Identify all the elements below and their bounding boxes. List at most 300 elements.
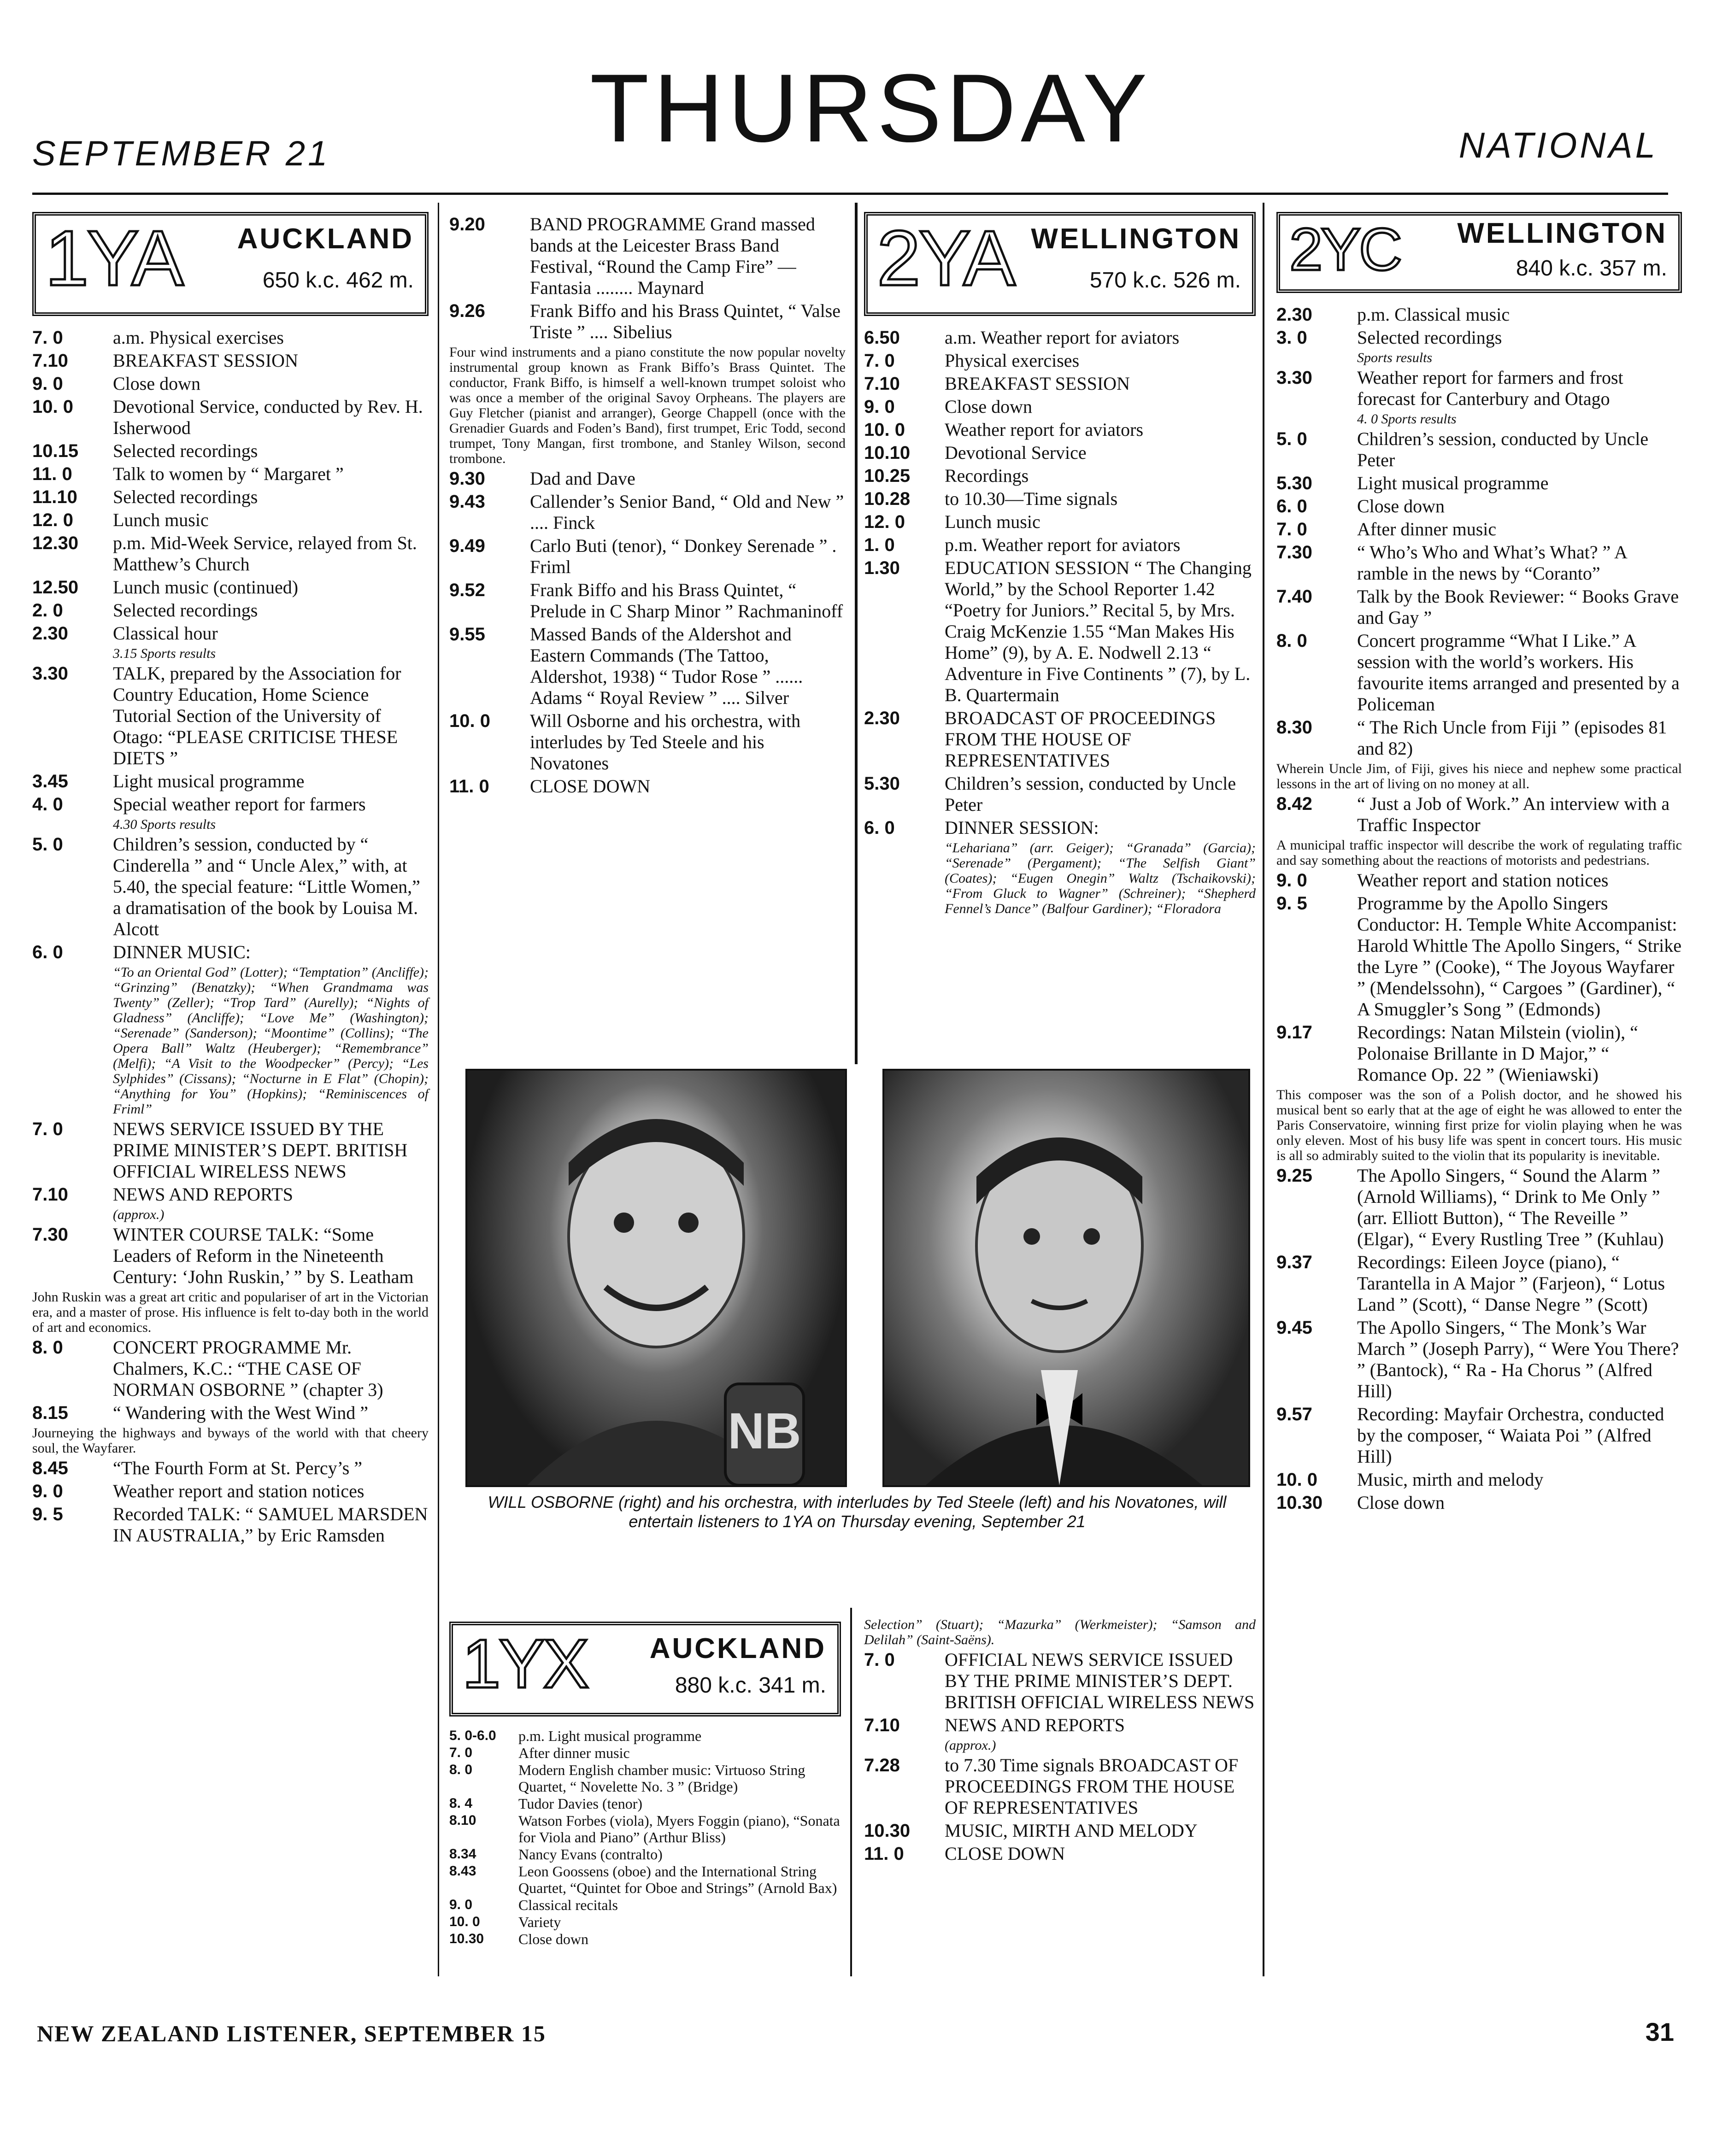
entry-time: 12. 0 [32, 510, 73, 530]
schedule-entry [864, 534, 1256, 556]
entry-text: Programme by the Apollo Singers Conductor: H. Temple White Accompanist: Harold Whittle The Apollo Singers, “ Strike the Lyre ” (Cooke), “ The Joyous Wayfarer ” (Mendelssohn), “ Cargoes ” (Gardiner), “ A Smuggler’s Song ” (Edmonds) [1357, 893, 1681, 1019]
schedule-entry [864, 1843, 1256, 1864]
entry-time: 2.30 [32, 623, 68, 644]
entry-body [1357, 870, 1682, 891]
entry-body [530, 710, 846, 774]
entry-body [1357, 519, 1682, 540]
entry-body [1357, 542, 1682, 584]
schedule-entry [32, 373, 429, 394]
schedule-entry [864, 773, 1256, 815]
entry-text: Close down [1357, 496, 1445, 516]
entry-time: 9.55 [449, 624, 485, 644]
schedule-entry [864, 817, 1256, 838]
entry-time: 8. 0 [32, 1337, 63, 1358]
entry-body [113, 1458, 429, 1479]
entry-time: 2.30 [864, 708, 900, 728]
entry-body [945, 557, 1256, 706]
entry-time: 11. 0 [32, 464, 72, 484]
entry-text: NEWS AND REPORTS [113, 1184, 293, 1205]
entry-time: 3.30 [1276, 368, 1312, 388]
entry-text: Callender’s Senior Band, “ Old and New ” .... Finck [530, 491, 844, 533]
entry-body [113, 440, 429, 462]
entry-body [1357, 630, 1682, 715]
entry-body [945, 708, 1256, 771]
entry-body [113, 1402, 429, 1424]
schedule-entry [449, 468, 846, 489]
entry-text: After dinner music [518, 1745, 630, 1761]
entry-text: Massed Bands of the Aldershot and Eastern Commands (The Tattoo, Aldershot, 1938) “ Tudor Rose ” ...... Adams “ Royal Review ” .... Silver [530, 624, 803, 708]
station-2yc-column [1276, 212, 1682, 1515]
entry-body [113, 1184, 429, 1205]
entry-text: Close down [113, 373, 200, 394]
schedule-entry [32, 350, 429, 371]
entry-body [1357, 1404, 1682, 1467]
entry-time: 10. 0 [32, 397, 73, 417]
entry-time: 10.30 [1276, 1493, 1323, 1513]
schedule-entry [864, 1820, 1256, 1841]
entry-text: Weather report and station notices [113, 1481, 364, 1501]
footer-publication: NEW ZEALAND LISTENER, SEPTEMBER 15 [37, 2021, 546, 2046]
entry-body [1357, 793, 1682, 836]
entry-body [518, 1795, 841, 1812]
entry-text: Carlo Buti (tenor), “ Donkey Serenade ” . Friml [530, 535, 837, 577]
entry-text: Talk by the Book Reviewer: “ Books Grave and Gay ” [1357, 586, 1679, 628]
entry-time: 6. 0 [32, 942, 63, 962]
entry-text: Physical exercises [945, 350, 1080, 371]
entry-body [518, 1863, 841, 1896]
entry-text: Selected recordings [113, 440, 258, 461]
station-call-sign: 1YA [45, 215, 182, 302]
schedule-entry [32, 942, 429, 963]
entry-text: Children’s session, conducted by “ Cinderella ” and “ Uncle Alex,” with, at 5.40, the special feature: “Little Women,” a dramatisation of the book by Louisa M. Alcott [113, 834, 420, 939]
entry-text: CONCERT PROGRAMME Mr. Chalmers, K.C.: “THE CASE OF NORMAN OSBORNE ” (chapter 3) [113, 1337, 383, 1400]
schedule-list [449, 214, 846, 797]
schedule-entry [1276, 1022, 1682, 1085]
schedule-entry [32, 1402, 429, 1424]
entry-time: 8. 0 [1276, 631, 1307, 651]
entry-text: MUSIC, MIRTH AND MELODY [945, 1820, 1198, 1841]
entry-body [1357, 367, 1682, 410]
entry-time: 7. 0 [32, 328, 63, 348]
schedule-entry [1276, 717, 1682, 759]
schedule-entry [32, 771, 429, 792]
entry-body [518, 1914, 841, 1930]
entry-body [113, 1119, 429, 1182]
entry-body [530, 535, 846, 578]
header-rule [32, 193, 1668, 195]
entry-body [113, 373, 429, 394]
schedule-entry [32, 1224, 429, 1288]
entry-time: 7.28 [864, 1755, 900, 1775]
schedule-entry [449, 1897, 841, 1913]
schedule-entry [32, 1481, 429, 1502]
entry-body [945, 373, 1256, 394]
entry-time: 9.26 [449, 301, 485, 321]
schedule-entry [32, 663, 429, 769]
entry-body [945, 465, 1256, 486]
entry-time: 10.10 [864, 443, 911, 463]
entry-time: 9.17 [1276, 1022, 1312, 1043]
entry-body [113, 663, 429, 769]
entry-time: 11. 0 [449, 776, 489, 797]
entry-note: (approx.) [945, 1738, 996, 1753]
network-label: NATIONAL [1458, 125, 1658, 165]
schedule-entry [449, 710, 846, 774]
column-divider [855, 203, 858, 1064]
entry-text: Selected recordings [1357, 327, 1502, 348]
schedule-entry [449, 300, 846, 343]
entry-body [1357, 893, 1682, 1020]
entry-time: 7.10 [32, 351, 68, 371]
entry-description: John Ruskin was a great art critic and populariser of art in the Victorian era, and a master of prose. His influence is felt to-day both in the world of art and economics. [32, 1289, 429, 1335]
entry-time: 1. 0 [864, 535, 895, 555]
schedule-list [1276, 304, 1682, 1513]
entry-time: 7.10 [864, 1715, 900, 1735]
schedule-entry [864, 373, 1256, 394]
entry-time: 8.43 [449, 1863, 476, 1879]
entry-text: Selected recordings [113, 600, 258, 621]
entry-text: After dinner music [1357, 519, 1497, 539]
entry-body [518, 1897, 841, 1913]
entry-description: Four wind instruments and a piano constitute the now popular novelty instrumental group known as Frank Biffo’s Brass Quintet. The conductor, Frank Biffo, is himself a well-known trumpet soloist who was once a member of the original Savoy Orpheans. The players are Guy Fletcher (pianist and arranger), George Chappell (once with the Grenadier Guards and Foden’s Band), first trumpet, Eric Todd, second trumpet, Tony Mangan, first trombone, and Stanley Wilson, second trombone. [449, 345, 846, 466]
schedule-entry [1276, 586, 1682, 628]
entry-note: “To an Oriental God” (Lotter); “Temptation” (Ancliffe); “Grinzing” (Benatzky); “When Grandmama was Twenty” (Zeller); “Trop Tard” (Aurelly); “Nights of Gladness” (Ancliffe); “Love Me” (Washington); “Serenade” (Sanderson); “Moontime” (Collins); “The Opera Ball” Waltz (Heuberger); “Remembrance” (Melfi); “A Visit to the Woodpecker” (Percy); “Les Sylphides” (Cissans); “Nocturne in E Flat” (Chopin); “Anything for You” (Hopkins); “Reminiscences of Friml” [113, 965, 429, 1117]
entry-body [113, 577, 429, 598]
schedule-entry [1276, 367, 1682, 410]
entry-time: 9. 0 [1276, 870, 1307, 891]
entry-body [1357, 1469, 1682, 1490]
schedule-entry [32, 1119, 429, 1182]
entry-time: 5.30 [1276, 473, 1312, 493]
station-call-sign: 2YA [877, 215, 1014, 302]
entry-body [113, 794, 429, 815]
entry-body [1357, 496, 1682, 517]
schedule-entry [32, 440, 429, 462]
page-number: 31 [1645, 2017, 1674, 2046]
entry-text: Children’s session, conducted by Uncle Peter [1357, 428, 1649, 470]
entry-body [945, 419, 1256, 440]
schedule-entry [449, 1812, 841, 1845]
schedule-entry [32, 1184, 429, 1205]
entry-time: 10.30 [864, 1821, 911, 1841]
entry-text: Music, mirth and melody [1357, 1469, 1544, 1490]
schedule-entry [449, 1762, 841, 1795]
entry-body [945, 817, 1256, 838]
entry-time: 1.30 [864, 558, 900, 578]
entry-text: Tudor Davies (tenor) [518, 1795, 642, 1812]
entry-time: 9. 0 [32, 1481, 63, 1501]
entry-time: 8.30 [1276, 717, 1312, 738]
entry-text: Dad and Dave [530, 468, 635, 489]
entry-time: 11.10 [32, 487, 77, 507]
entry-time: 4. 0 [32, 794, 63, 814]
entry-text: CLOSE DOWN [945, 1843, 1065, 1864]
entry-text: BREAKFAST SESSION [113, 350, 298, 371]
entry-body [518, 1812, 841, 1845]
entry-time: 9. 0 [449, 1897, 473, 1912]
entry-note: Sports results [1357, 350, 1433, 365]
entry-description: This composer was the son of a Polish doctor, and he showed his musical bent so early that at the age of eight he was allowed to enter the Paris Conservatoire, winning first prize for violin playing when he was only eleven. Most of his busy life was spent in concert tours. His music is all so admirably suited to the violin that its popularity is inevitable. [1276, 1087, 1682, 1163]
entry-time: 10.28 [864, 489, 911, 509]
entry-time: 10.15 [32, 441, 79, 461]
entry-time: 8. 0 [449, 1762, 473, 1777]
schedule-entry [864, 442, 1256, 463]
entry-text: Concert programme “What I Like.” A session with the world’s workers. His favourite items arranged and presented by a Policeman [1357, 630, 1680, 715]
entry-text: Devotional Service, conducted by Rev. H. Isherwood [113, 396, 423, 438]
entry-text: p.m. Mid-Week Service, relayed from St. Matthew’s Church [113, 533, 417, 574]
entry-body [1357, 586, 1682, 628]
entry-body [530, 580, 846, 622]
schedule-entry [864, 1649, 1256, 1713]
station-frequency: 880 k.c. 341 m. [675, 1673, 826, 1698]
entry-body [1357, 304, 1682, 325]
entry-time: 9.25 [1276, 1166, 1312, 1186]
entry-text: Modern English chamber music: Virtuoso String Quartet, “ Novelette No. 3 ” (Bridge) [518, 1762, 805, 1795]
entry-body [530, 468, 846, 489]
entry-time: 7.30 [32, 1224, 68, 1245]
entry-body [113, 533, 429, 575]
entry-body [113, 623, 429, 644]
schedule-entry [449, 1745, 841, 1761]
entry-time: 2.30 [1276, 305, 1312, 325]
entry-text: Weather report for aviators [945, 419, 1144, 440]
entry-time: 5. 0 [1276, 429, 1307, 449]
station-call-sign: 1YX [462, 1625, 588, 1702]
entry-time: 9.20 [449, 214, 485, 234]
entry-body [113, 1337, 429, 1400]
entry-body [945, 442, 1256, 463]
entry-note: 4. 0 Sports results [1357, 411, 1457, 427]
schedule-list [32, 327, 429, 1546]
entry-text: Recordings: Eileen Joyce (piano), “ Tarantella in A Major ” (Farjeon), “ Lotus Land ” (Scott), “ Danse Negre ” (Scott) [1357, 1252, 1665, 1315]
dinner-session-continued: Selection” (Stuart); “Mazurka” (Werkmeister); “Samson and Delilah” (Saint-Saëns). [864, 1617, 1256, 1647]
entry-text: Close down [945, 396, 1032, 417]
schedule-entry [1276, 1317, 1682, 1402]
entry-time: 9.37 [1276, 1252, 1312, 1272]
entry-time: 8. 4 [449, 1796, 473, 1811]
column-divider [850, 1608, 852, 1976]
entry-time: 8.10 [449, 1813, 476, 1828]
schedule-entry [864, 708, 1256, 771]
schedule-list [449, 1728, 841, 1947]
station-city: AUCKLAND [649, 1633, 826, 1664]
entry-time: 9.49 [449, 536, 485, 556]
entry-text: Special weather report for farmers [113, 794, 366, 814]
schedule-entry [1276, 1492, 1682, 1513]
entry-body [1357, 717, 1682, 759]
entry-time: 7.30 [1276, 542, 1312, 562]
entry-text: Watson Forbes (viola), Myers Foggin (piano), “Sonata for Viola and Piano” (Arthur Bliss) [518, 1812, 840, 1845]
schedule-entry [1276, 1165, 1682, 1250]
entry-body [945, 511, 1256, 533]
entry-time: 7. 0 [449, 1745, 473, 1760]
entry-description: Journeying the highways and byways of the world with that cheery soul, the Wayfarer. [32, 1425, 429, 1456]
entry-text: WINTER COURSE TALK: “Some Leaders of Reform in the Nineteenth Century: ‘John Ruskin,’ ” by S. Leatham [113, 1224, 414, 1287]
entry-body [113, 396, 429, 439]
entry-time: 12.30 [32, 533, 79, 553]
entry-text: Children’s session, conducted by Uncle Peter [945, 773, 1236, 815]
schedule-entry [864, 327, 1256, 348]
station-1ya-column [32, 212, 429, 1548]
schedule-entry [32, 577, 429, 598]
entry-time: 6. 0 [864, 818, 895, 838]
entry-body [113, 600, 429, 621]
schedule-entry [32, 486, 429, 508]
entry-text: “ Who’s Who and What’s What? ” A ramble in the news by “Coranto” [1357, 542, 1627, 584]
schedule-entry [864, 488, 1256, 510]
entry-text: a.m. Physical exercises [113, 327, 284, 348]
schedule-entry [1276, 870, 1682, 891]
schedule-entry [1276, 630, 1682, 715]
station-2ya-column [864, 212, 1256, 916]
will-osborne-photo [882, 1069, 1250, 1487]
entry-text: Classical recitals [518, 1897, 618, 1913]
schedule-entry [32, 510, 429, 531]
schedule-entry [864, 557, 1256, 706]
entry-text: Leon Goossens (oboe) and the International String Quartet, “Quintet for Oboe and Strings” (Arnold Bax) [518, 1863, 837, 1896]
entry-text: to 10.30—Time signals [945, 488, 1118, 509]
page-date: SEPTEMBER 21 [32, 134, 330, 173]
entry-body [113, 942, 429, 963]
schedule-entry [449, 1931, 841, 1947]
entry-body [945, 350, 1256, 371]
station-2yc-header [1276, 212, 1682, 293]
entry-note: 4.30 Sports results [113, 817, 216, 832]
entry-body [113, 327, 429, 348]
entry-text: DINNER SESSION: [945, 817, 1099, 838]
schedule-entry [864, 396, 1256, 417]
entry-time: 11. 0 [864, 1844, 904, 1864]
schedule-entry [32, 623, 429, 644]
entry-time: 7.10 [32, 1184, 68, 1205]
entry-text: Devotional Service [945, 442, 1087, 463]
entry-text: Light musical programme [1357, 473, 1549, 493]
entry-text: p.m. Light musical programme [518, 1728, 702, 1744]
station-frequency: 570 k.c. 526 m. [1089, 268, 1241, 293]
station-2ya-column-continued [864, 1617, 1256, 1866]
entry-text: Recordings [945, 465, 1029, 486]
station-city: WELLINGTON [1457, 217, 1667, 249]
entry-body [530, 300, 846, 343]
entry-body [518, 1931, 841, 1947]
station-2ya-header [864, 212, 1256, 316]
schedule-entry [449, 491, 846, 533]
entry-time: 8.42 [1276, 794, 1312, 814]
entry-time: 9. 5 [32, 1504, 63, 1524]
schedule-entry [449, 214, 846, 299]
entry-text: TALK, prepared by the Association for Country Education, Home Science Tutorial Section of the University of Otago: “PLEASE CRITICISE THESE DIETS ” [113, 663, 401, 768]
schedule-entry [32, 600, 429, 621]
entry-body [1357, 327, 1682, 348]
entry-body [945, 1755, 1256, 1818]
schedule-entry [1276, 496, 1682, 517]
entry-time: 6.50 [864, 328, 900, 348]
entry-body [518, 1745, 841, 1761]
entry-time: 5.30 [864, 773, 900, 794]
entry-time: 2. 0 [32, 600, 63, 621]
entry-text: Recordings: Natan Milstein (violin), “ Polonaise Brillante in D Major,” “ Romance Op. 22 ” (Wieniawski) [1357, 1022, 1638, 1085]
entry-body [945, 396, 1256, 417]
entry-time: 3. 0 [1276, 328, 1307, 348]
entry-time: 9. 0 [32, 374, 63, 394]
schedule-entry [1276, 1252, 1682, 1315]
entry-time: 8.34 [449, 1846, 476, 1862]
entry-body [113, 510, 429, 531]
entry-body [1357, 1492, 1682, 1513]
station-1ya-header [32, 212, 429, 316]
entry-body [113, 350, 429, 371]
entry-time: 3.30 [32, 663, 68, 684]
entry-text: “ The Rich Uncle from Fiji ” (episodes 81 and 82) [1357, 717, 1667, 759]
entry-text: CLOSE DOWN [530, 776, 651, 797]
schedule-entry [1276, 304, 1682, 325]
entry-body [1357, 473, 1682, 494]
entry-text: Selected recordings [113, 486, 258, 507]
column-divider [1263, 203, 1264, 1064]
entry-body [113, 834, 429, 940]
entry-time: 10.30 [449, 1931, 484, 1946]
entry-note: (approx.) [113, 1207, 165, 1222]
schedule-entry [1276, 1469, 1682, 1490]
entry-description: Wherein Uncle Jim, of Fiji, gives his niece and nephew some practical lessons in the art of living on no money at all. [1276, 761, 1682, 791]
schedule-entry [864, 350, 1256, 371]
schedule-entry [32, 1504, 429, 1546]
entry-body [1357, 1252, 1682, 1315]
entry-body [1357, 1022, 1682, 1085]
entry-time: 7. 0 [32, 1119, 63, 1139]
station-1yx-column [449, 1622, 841, 1948]
entry-time: 5. 0-6.0 [449, 1728, 496, 1743]
station-call-sign: 2YC [1289, 216, 1400, 283]
entry-text: NEWS SERVICE ISSUED BY THE PRIME MINISTER’S DEPT. BRITISH OFFICIAL WIRELESS NEWS [113, 1119, 408, 1182]
entry-text: p.m. Weather report for aviators [945, 534, 1181, 555]
entry-time: 7.40 [1276, 586, 1312, 607]
entry-body [113, 771, 429, 792]
column-divider [1263, 1064, 1264, 1976]
entry-body [945, 327, 1256, 348]
schedule-entry [32, 327, 429, 348]
entry-body [1357, 428, 1682, 471]
entry-time: 7. 0 [1276, 519, 1307, 539]
entry-time: 9.52 [449, 580, 485, 600]
entry-text: Recording: Mayfair Orchestra, conducted by the composer, “ Waiata Poi ” (Alfred Hill) [1357, 1404, 1664, 1467]
entry-time: 9. 5 [1276, 893, 1307, 914]
schedule-list [864, 327, 1256, 916]
entry-body [1357, 1165, 1682, 1250]
entry-text: “ Just a Job of Work.” An interview with a Traffic Inspector [1357, 793, 1670, 835]
schedule-entry [1276, 473, 1682, 494]
schedule-entry [449, 776, 846, 797]
entry-text: Will Osborne and his orchestra, with interludes by Ted Steele and his Novatones [530, 710, 801, 773]
schedule-entry [864, 465, 1256, 486]
schedule-entry [1276, 519, 1682, 540]
schedule-entry [1276, 893, 1682, 1020]
schedule-entry [1276, 1404, 1682, 1467]
entry-note: 3.15 Sports results [113, 646, 216, 661]
schedule-entry [32, 396, 429, 439]
schedule-entry [1276, 542, 1682, 584]
entry-text: Frank Biffo and his Brass Quintet, “ Prelude in C Sharp Minor ” Rachmaninoff [530, 580, 843, 621]
entry-time: 5. 0 [32, 834, 63, 855]
schedule-entry [449, 580, 846, 622]
schedule-entry [449, 1914, 841, 1930]
entry-text: The Apollo Singers, “ The Monk’s War March ” (Joseph Parry), “ Were You There? ” (Bantock), “ Ra - Ha Chorus ” (Alfred Hill) [1357, 1317, 1679, 1401]
entry-text: Close down [1357, 1492, 1445, 1513]
entry-text: Talk to women by “ Margaret ” [113, 463, 344, 484]
schedule-entry [32, 794, 429, 815]
entry-time: 8.15 [32, 1403, 68, 1423]
entry-body [113, 1481, 429, 1502]
